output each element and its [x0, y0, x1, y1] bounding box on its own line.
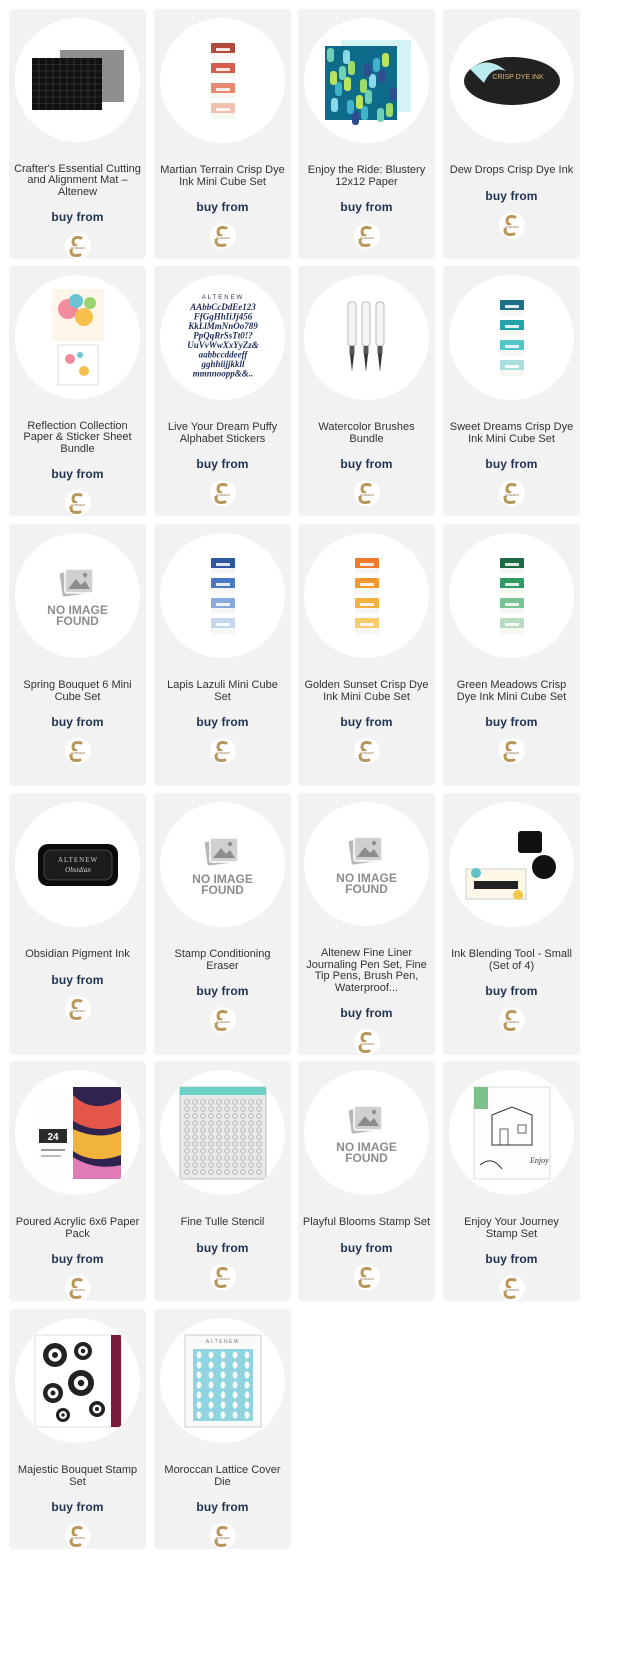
no-image-line-1: NO IMAGE	[336, 1139, 397, 1154]
buy-from-label: buy from	[51, 972, 104, 987]
product-title[interactable]: Enjoy the Ride: Blustery 12x12 Paper	[307, 164, 426, 188]
buy-from-label: buy from	[485, 984, 538, 998]
product-card[interactable]	[9, 524, 146, 786]
product-image[interactable]	[160, 1070, 285, 1195]
product-card[interactable]	[154, 1309, 291, 1549]
product-card[interactable]	[298, 524, 435, 786]
product-title[interactable]: Martian Terrain Crisp Dye Ink Mini Cube Set	[160, 164, 285, 188]
product-image[interactable]	[449, 275, 574, 400]
product-image[interactable]	[15, 275, 140, 399]
product-title[interactable]: Sweet Dreams Crisp Dye Ink Mini Cube Set	[449, 421, 574, 445]
product-image[interactable]	[160, 18, 285, 143]
buy-from-label: buy from	[51, 1252, 104, 1266]
svg-text:ALTENEW: ALTENEW	[359, 493, 374, 497]
product-card[interactable]	[9, 9, 146, 259]
product-title[interactable]: Live Your Dream Puffy Alphabet Stickers	[167, 421, 278, 445]
product-image[interactable]	[15, 533, 140, 658]
product-title[interactable]: Stamp Conditioning Eraser	[174, 948, 271, 972]
altenew-store-logo-icon[interactable]	[354, 480, 380, 506]
product-card[interactable]	[9, 1309, 146, 1549]
product-card[interactable]	[298, 9, 435, 259]
product-card[interactable]	[443, 9, 580, 259]
buy-from-label: buy from	[196, 1500, 249, 1514]
product-image[interactable]	[449, 1070, 574, 1195]
no-image-placeholder	[336, 833, 397, 895]
svg-text:ALTENEW: ALTENEW	[201, 294, 244, 301]
product-title[interactable]: Spring Bouquet 6 Mini Cube Set	[23, 679, 132, 703]
buy-from-label: buy from	[196, 1240, 249, 1255]
buy-from-label: buy from	[196, 457, 249, 471]
product-image[interactable]	[304, 533, 429, 658]
svg-text:ALTENEW: ALTENEW	[215, 1536, 230, 1540]
no-image-line-2: FOUND	[56, 613, 99, 628]
buy-from-label: buy from	[51, 1500, 104, 1514]
product-title[interactable]: Playful Blooms Stamp Set	[302, 1216, 431, 1228]
image-placeholder-icon	[57, 565, 97, 599]
svg-text:ALTENEW: ALTENEW	[70, 503, 85, 508]
svg-text:KkLlMmNnOo789: KkLlMmNnOo789	[187, 320, 258, 331]
svg-text:Obsidian: Obsidian	[64, 865, 91, 874]
buy-from-label: buy from	[340, 715, 393, 729]
buy-from-label: buy from	[340, 1006, 393, 1021]
product-card[interactable]	[154, 524, 291, 786]
product-image[interactable]	[304, 1070, 429, 1195]
buy-from-label: buy from	[340, 200, 393, 214]
no-image-line-1: NO IMAGE	[192, 871, 253, 886]
buy-from-label: buy from	[196, 200, 249, 214]
buy-from-label: buy from	[485, 457, 538, 471]
svg-text:FfGgHhIiJj456: FfGgHhIiJj456	[193, 311, 252, 321]
product-title[interactable]: Watercolor Brushes Bundle	[318, 421, 415, 445]
buy-from-label: buy from	[485, 188, 538, 203]
product-image[interactable]	[15, 18, 140, 142]
buy-from-label: buy from	[51, 715, 104, 729]
svg-text:ALTENEW: ALTENEW	[70, 1536, 85, 1540]
no-image-line-2: FOUND	[345, 882, 388, 897]
buy-from-label: buy from	[340, 1240, 393, 1255]
altenew-store-logo-icon[interactable]	[354, 1264, 380, 1290]
altenew-store-logo-icon[interactable]	[210, 223, 236, 249]
product-title[interactable]: Lapis Lazuli Mini Cube Set	[167, 679, 278, 703]
product-image[interactable]	[304, 275, 429, 400]
svg-text:AAbbCcDdEe123: AAbbCcDdEe123	[189, 301, 256, 312]
svg-text:ALTENEW: ALTENEW	[504, 751, 519, 755]
product-image[interactable]	[15, 1070, 140, 1195]
buy-from-label: buy from	[485, 1252, 538, 1266]
no-image-line-1: NO IMAGE	[47, 602, 108, 617]
svg-text:Enjoy: Enjoy	[529, 1155, 549, 1165]
product-card[interactable]	[154, 1061, 291, 1301]
product-card[interactable]	[154, 266, 291, 516]
svg-text:UuVvWwXxYyZz&: UuVvWwXxYyZz&	[186, 339, 259, 350]
no-image-placeholder	[47, 565, 108, 627]
svg-text:ALTENEW: ALTENEW	[205, 1338, 240, 1345]
product-card[interactable]	[154, 793, 291, 1055]
product-image[interactable]	[160, 533, 285, 658]
altenew-store-logo-icon[interactable]	[499, 480, 525, 506]
product-card[interactable]	[9, 793, 146, 1055]
product-image[interactable]	[304, 802, 429, 926]
svg-text:PpQqRrSsTt0!?: PpQqRrSsTt0!?	[192, 330, 253, 340]
svg-text:ALTENEW: ALTENEW	[215, 236, 230, 240]
altenew-store-logo-icon[interactable]	[354, 223, 380, 249]
altenew-store-logo-icon[interactable]	[65, 1523, 91, 1549]
svg-text:ALTENEW: ALTENEW	[70, 246, 85, 251]
product-title[interactable]: Altenew Fine Liner Journaling Pen Set, Fine Tip Pens, Brush Pen, Waterproof...	[306, 947, 427, 994]
product-title[interactable]: Enjoy Your Journey Stamp Set	[464, 1216, 559, 1240]
buy-from-label: buy from	[51, 210, 104, 225]
product-title[interactable]: Dew Drops Crisp Dye Ink	[449, 164, 574, 176]
product-title[interactable]: Reflection Collection Paper & Sticker Sheet Bundle	[23, 419, 132, 455]
buy-from-label: buy from	[485, 715, 538, 729]
svg-text:ALTENEW: ALTENEW	[504, 224, 519, 229]
product-image[interactable]	[160, 1318, 285, 1443]
product-title[interactable]: Ink Blending Tool - Small (Set of 4)	[451, 948, 572, 972]
altenew-store-logo-icon[interactable]	[210, 1264, 236, 1290]
svg-text:ALTENEW: ALTENEW	[215, 751, 230, 755]
svg-text:ALTENEW: ALTENEW	[70, 751, 85, 755]
product-title[interactable]: Crafter's Essential Cutting and Alignment Mat – Altenew	[14, 162, 141, 198]
altenew-store-logo-icon[interactable]	[210, 738, 236, 764]
product-card[interactable]	[298, 266, 435, 516]
product-title[interactable]: Majestic Bouquet Stamp Set	[17, 1464, 138, 1488]
product-image[interactable]	[449, 18, 574, 143]
altenew-store-logo-icon[interactable]	[499, 212, 525, 238]
svg-text:ALTENEW: ALTENEW	[215, 1020, 230, 1024]
svg-text:ALTENEW: ALTENEW	[504, 1288, 519, 1292]
product-title[interactable]: Fine Tulle Stencil	[180, 1216, 265, 1228]
buy-from-label: buy from	[340, 457, 393, 471]
product-image[interactable]	[449, 533, 574, 658]
altenew-store-logo-icon[interactable]	[65, 490, 91, 516]
image-placeholder-icon	[346, 1102, 386, 1136]
svg-text:ALTENEW: ALTENEW	[359, 1276, 374, 1281]
svg-text:ALTENEW: ALTENEW	[504, 493, 519, 497]
svg-text:aabbccddeeff: aabbccddeeff	[198, 349, 247, 359]
product-image[interactable]	[160, 275, 285, 400]
altenew-store-logo-icon[interactable]	[65, 996, 91, 1022]
product-card[interactable]	[443, 1061, 580, 1301]
altenew-store-logo-icon[interactable]	[65, 233, 91, 259]
svg-text:ALTENEW: ALTENEW	[70, 1288, 85, 1292]
product-card[interactable]	[443, 793, 580, 1055]
buy-from-label: buy from	[196, 984, 249, 998]
product-title[interactable]: Obsidian Pigment Ink	[25, 948, 130, 960]
no-image-line-1: NO IMAGE	[336, 871, 397, 886]
svg-text:ALTENEW: ALTENEW	[57, 855, 98, 864]
altenew-store-logo-icon[interactable]	[210, 1523, 236, 1549]
product-title[interactable]: Golden Sunset Crisp Dye Ink Mini Cube Set	[304, 679, 429, 703]
svg-text:ALTENEW: ALTENEW	[359, 1042, 374, 1047]
altenew-store-logo-icon[interactable]	[65, 1275, 91, 1301]
product-image[interactable]	[15, 802, 140, 927]
altenew-store-logo-icon[interactable]	[499, 1007, 525, 1033]
svg-text:ALTENEW: ALTENEW	[359, 751, 374, 755]
product-card[interactable]	[298, 793, 435, 1055]
altenew-store-logo-icon[interactable]	[210, 480, 236, 506]
product-card[interactable]	[9, 1061, 146, 1301]
altenew-store-logo-icon[interactable]	[65, 738, 91, 764]
svg-text:gghhiijjkkll: gghhiijjkkll	[200, 358, 245, 369]
product-image[interactable]	[304, 18, 429, 143]
image-placeholder-icon	[346, 833, 386, 867]
product-title[interactable]: Green Meadows Crisp Dye Ink Mini Cube Set	[456, 679, 567, 703]
altenew-store-logo-icon[interactable]	[354, 1029, 380, 1055]
altenew-store-logo-icon[interactable]	[499, 1275, 525, 1301]
altenew-store-logo-icon[interactable]	[354, 738, 380, 764]
product-card[interactable]	[154, 9, 291, 259]
svg-text:CRISP DYE INK: CRISP DYE INK	[491, 73, 544, 81]
image-placeholder-icon	[202, 834, 242, 868]
svg-text:ALTENEW: ALTENEW	[70, 1008, 85, 1013]
buy-from-label: buy from	[51, 467, 104, 482]
svg-text:24: 24	[46, 1131, 59, 1143]
no-image-placeholder	[192, 834, 253, 896]
altenew-store-logo-icon[interactable]	[499, 738, 525, 764]
product-image[interactable]	[15, 1318, 140, 1443]
buy-from-label: buy from	[196, 715, 249, 729]
no-image-placeholder	[336, 1102, 397, 1164]
product-title[interactable]: Poured Acrylic 6x6 Paper Pack	[15, 1216, 140, 1240]
product-card[interactable]	[443, 524, 580, 786]
product-card[interactable]	[298, 1061, 435, 1301]
product-image[interactable]	[160, 802, 285, 927]
svg-text:ALTENEW: ALTENEW	[215, 1276, 230, 1281]
product-card[interactable]	[9, 266, 146, 516]
product-title[interactable]: Moroccan Lattice Cover Die	[164, 1464, 281, 1488]
svg-text:ALTENEW: ALTENEW	[215, 493, 230, 497]
product-card[interactable]	[443, 266, 580, 516]
svg-text:ALTENEW: ALTENEW	[504, 1020, 519, 1024]
no-image-line-2: FOUND	[345, 1150, 388, 1165]
no-image-line-2: FOUND	[201, 882, 244, 897]
svg-text:ALTENEW: ALTENEW	[359, 236, 374, 240]
product-image[interactable]	[449, 802, 574, 927]
svg-text:mmnnoopp&&..: mmnnoopp&&..	[192, 368, 253, 378]
altenew-store-logo-icon[interactable]	[210, 1007, 236, 1033]
